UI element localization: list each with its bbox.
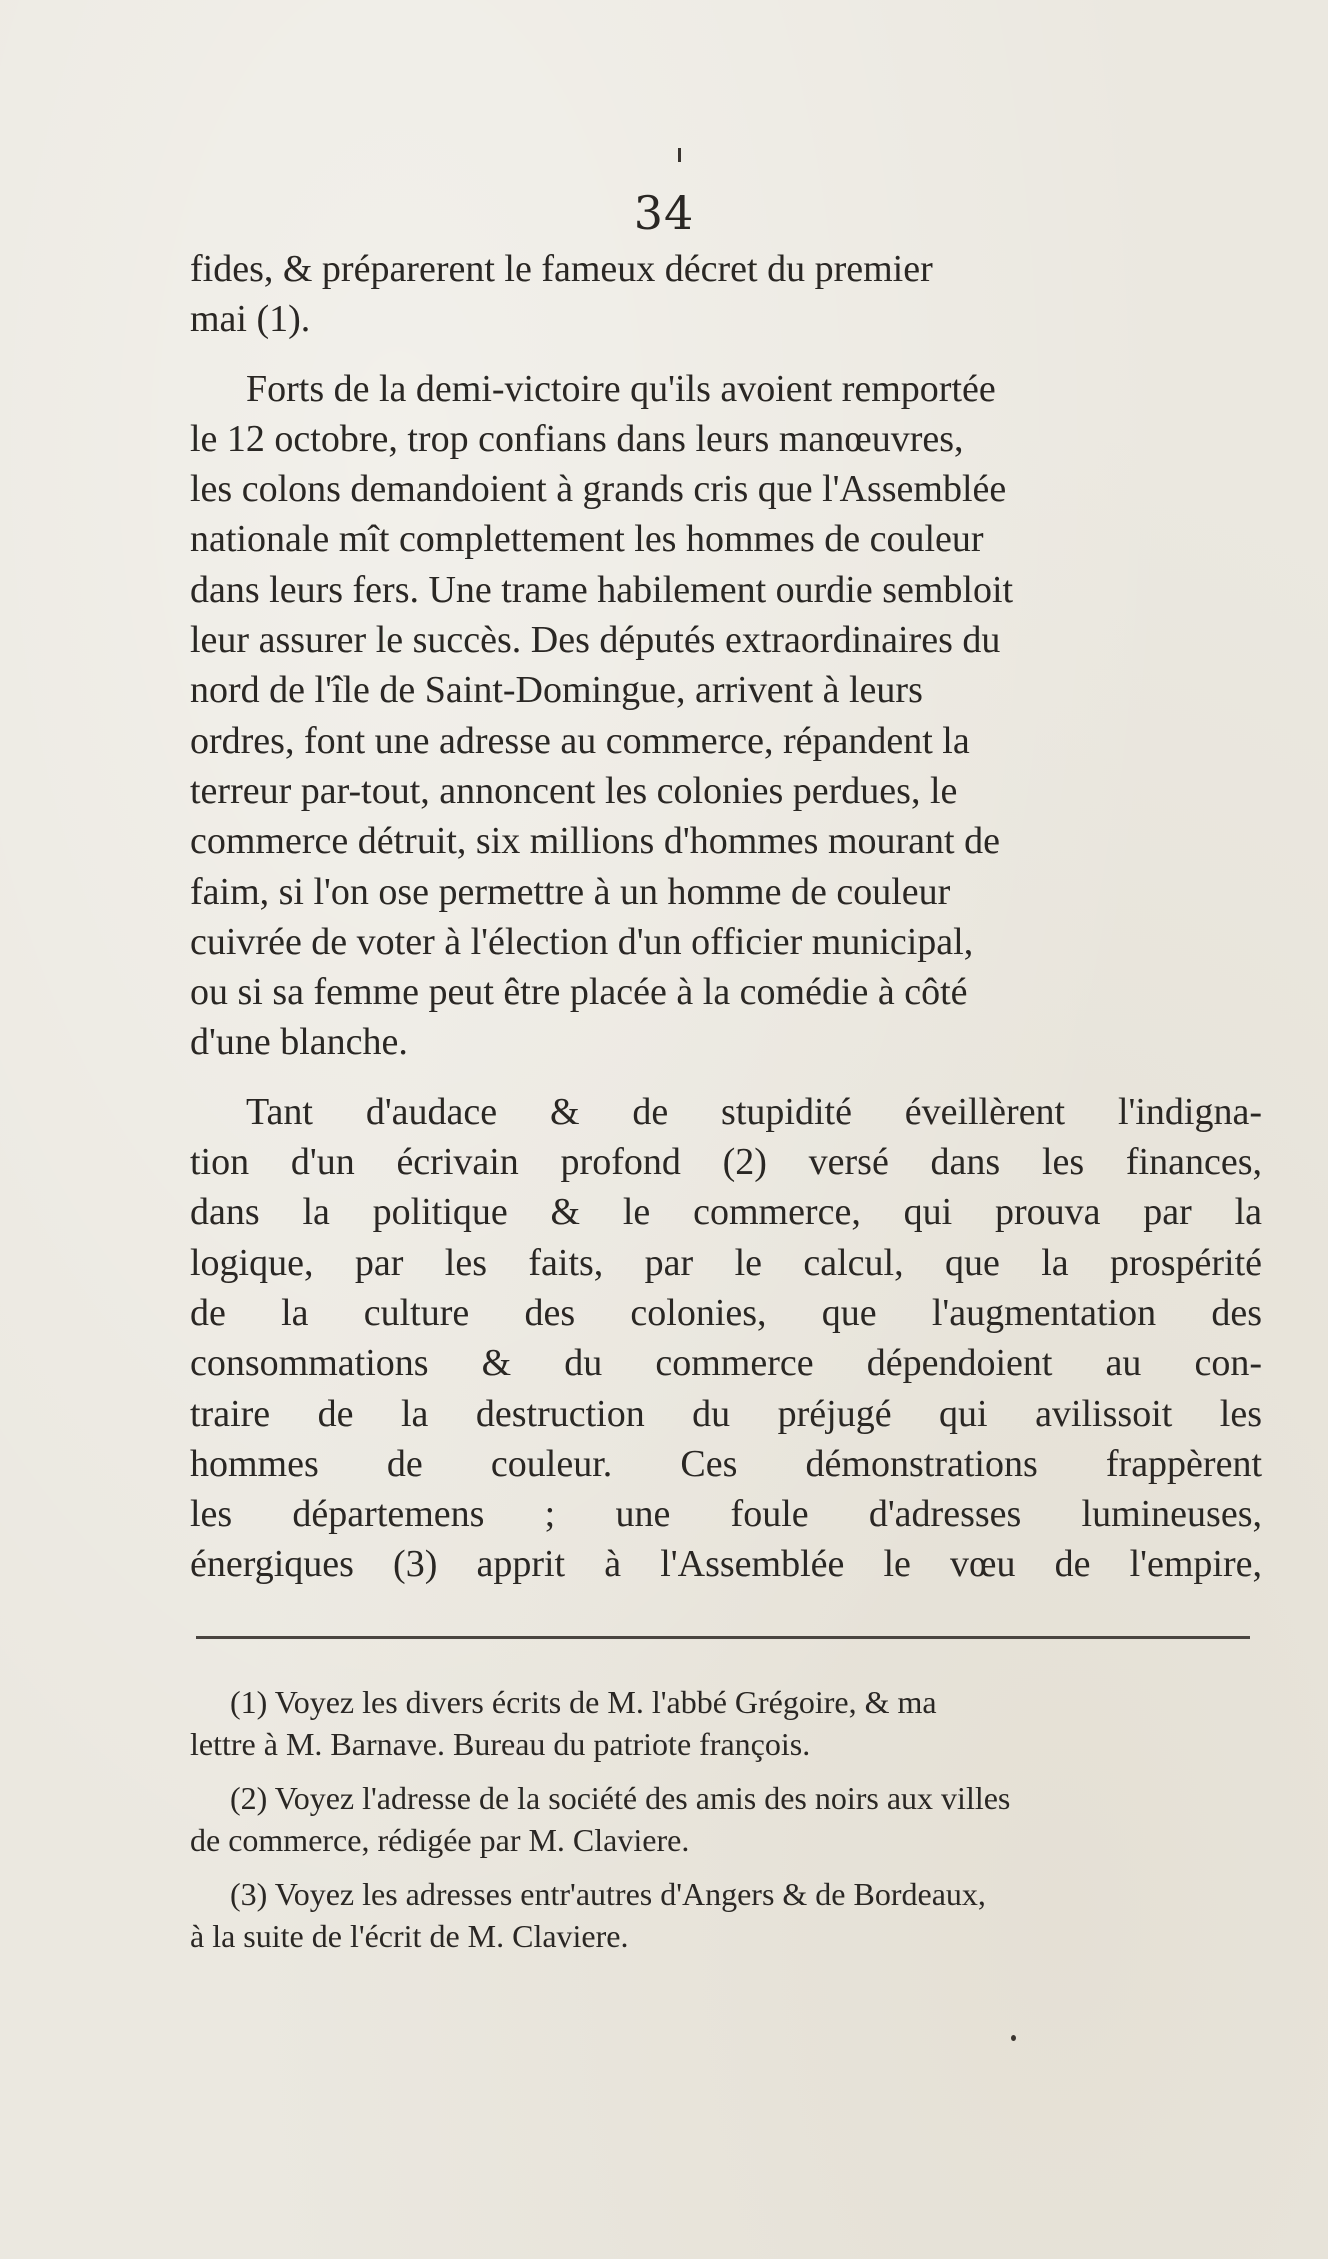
footnote-line: (2) Voyez l'adresse de la société des amis des noirs aux villes — [230, 1780, 1011, 1816]
text-line: énergiques (3) apprit à l'Assemblée le vœu de l'empire, — [190, 1543, 1262, 1586]
text-line: logique, par les faits, par le calcul, que la prospérité — [190, 1241, 1262, 1284]
text-line: Forts de la demi-victoire qu'ils avoient remportée — [246, 367, 996, 410]
footnote — [190, 1681, 1256, 1765]
footnote-line: (1) Voyez les divers écrits de M. l'abbé Grégoire, & ma — [230, 1684, 937, 1720]
text-line: d'une blanche. — [190, 1021, 408, 1064]
ink-speck — [1011, 2035, 1016, 2041]
footnote — [190, 1777, 1256, 1861]
footnote — [190, 1873, 1256, 1957]
footnote-line: de commerce, rédigée par M. Claviere. — [190, 1822, 690, 1858]
text-line: fides, & préparerent le fameux décret du premier — [190, 248, 933, 290]
text-line: commerce détruit, six millions d'hommes mourant de — [190, 820, 1000, 863]
footnotes — [190, 1681, 1256, 1957]
text-line: Tant d'audace & de stupidité éveillèrent l'indigna- — [246, 1090, 1262, 1133]
text-line: traire de la destruction du préjugé qui avilissoit les — [190, 1392, 1262, 1435]
text-line: ou si sa femme peut être placée à la comédie à côté — [190, 971, 968, 1014]
main-text — [190, 244, 1262, 1590]
text-line: tion d'un écrivain profond (2) versé dans les finances, — [190, 1141, 1262, 1184]
text-line: ordres, font une adresse au commerce, répandent la — [190, 719, 970, 762]
footnote-line: (3) Voyez les adresses entr'autres d'Angers & de Bordeaux, — [230, 1876, 986, 1912]
paragraph — [190, 244, 1262, 345]
text-line: nord de l'île de Saint-Domingue, arrivent à leurs — [190, 669, 923, 712]
text-line: dans la politique & le commerce, qui prouva par la — [190, 1191, 1262, 1234]
text-line: mai (1). — [190, 298, 311, 341]
paragraph — [190, 364, 1262, 1068]
paragraph — [190, 1087, 1262, 1590]
footnote-divider — [196, 1636, 1250, 1639]
text-line: consommations & du commerce dépendoient au con- — [190, 1342, 1262, 1385]
footnote-line: à la suite de l'écrit de M. Claviere. — [190, 1918, 629, 1954]
text-line: nationale mît complettement les hommes de couleur — [190, 518, 984, 561]
ink-speck — [678, 148, 681, 162]
text-line: cuivrée de voter à l'élection d'un officier municipal, — [190, 920, 974, 963]
text-line: faim, si l'on ose permettre à un homme de couleur — [190, 870, 951, 913]
text-line: de la culture des colonies, que l'augmentation des — [190, 1291, 1262, 1334]
text-line: hommes de couleur. Ces démonstrations frappèrent — [190, 1442, 1262, 1485]
text-line: terreur par-tout, annoncent les colonies perdues, le — [190, 769, 958, 812]
footnote-line: lettre à M. Barnave. Bureau du patriote françois. — [190, 1726, 811, 1762]
text-line: les colons demandoient à grands cris que l'Assemblée — [190, 468, 1007, 511]
text-line: le 12 octobre, trop confians dans leurs manœuvres, — [190, 417, 964, 460]
page-number: 34 — [633, 186, 695, 240]
text-line: dans leurs fers. Une trame habilement ourdie sembloit — [190, 568, 1014, 611]
text-line: les départemens ; une foule d'adresses lumineuses, — [190, 1493, 1262, 1536]
text-line: leur assurer le succès. Des députés extraordinaires du — [190, 619, 1001, 662]
